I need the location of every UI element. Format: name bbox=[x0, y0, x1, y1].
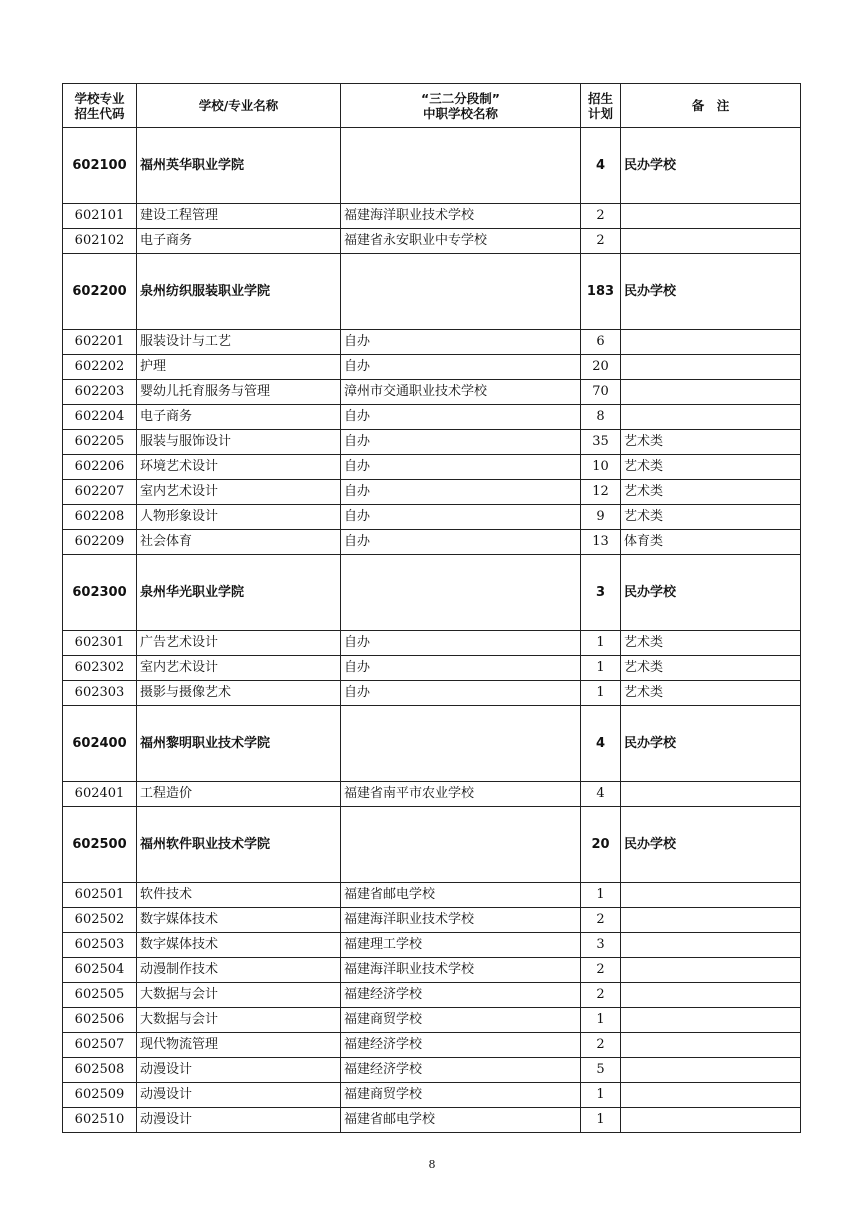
header-code-line2: 招生代码 bbox=[74, 105, 125, 121]
major-code: 602202 bbox=[63, 355, 137, 380]
major-note bbox=[621, 330, 801, 355]
major-code: 602302 bbox=[63, 656, 137, 681]
middle-school-name: 自办 bbox=[341, 455, 581, 480]
enrollment-plan: 1 bbox=[581, 1083, 621, 1108]
major-name: 婴幼儿托育服务与管理 bbox=[137, 380, 341, 405]
major-row bbox=[63, 355, 801, 380]
major-row bbox=[63, 1083, 801, 1108]
major-note bbox=[621, 1008, 801, 1033]
major-name: 室内艺术设计 bbox=[137, 480, 341, 505]
major-row bbox=[63, 229, 801, 254]
middle-school-name: 福建省南平市农业学校 bbox=[341, 782, 581, 807]
enrollment-plan: 5 bbox=[581, 1058, 621, 1083]
school-row bbox=[63, 555, 801, 631]
enrollment-plan: 2 bbox=[581, 983, 621, 1008]
major-row bbox=[63, 1033, 801, 1058]
major-code: 602203 bbox=[63, 380, 137, 405]
major-row bbox=[63, 530, 801, 555]
major-note: 艺术类 bbox=[621, 656, 801, 681]
major-note: 艺术类 bbox=[621, 480, 801, 505]
major-code: 602502 bbox=[63, 908, 137, 933]
school-row bbox=[63, 254, 801, 330]
major-row bbox=[63, 204, 801, 229]
major-note bbox=[621, 983, 801, 1008]
major-row bbox=[63, 480, 801, 505]
major-note: 艺术类 bbox=[621, 631, 801, 656]
school-code: 602400 bbox=[63, 706, 137, 782]
major-row bbox=[63, 455, 801, 480]
major-name: 大数据与会计 bbox=[137, 1008, 341, 1033]
major-row bbox=[63, 983, 801, 1008]
school-middle-empty bbox=[341, 555, 581, 631]
major-note bbox=[621, 883, 801, 908]
enrollment-plan: 4 bbox=[581, 782, 621, 807]
major-note bbox=[621, 1058, 801, 1083]
header-plan bbox=[581, 84, 621, 128]
table-header-row bbox=[63, 84, 801, 128]
major-row bbox=[63, 958, 801, 983]
major-name: 数字媒体技术 bbox=[137, 933, 341, 958]
middle-school-name: 自办 bbox=[341, 505, 581, 530]
major-name: 建设工程管理 bbox=[137, 204, 341, 229]
major-row bbox=[63, 1008, 801, 1033]
major-code: 602101 bbox=[63, 204, 137, 229]
major-name: 动漫设计 bbox=[137, 1108, 341, 1133]
major-note bbox=[621, 229, 801, 254]
major-name: 数字媒体技术 bbox=[137, 908, 341, 933]
major-row bbox=[63, 380, 801, 405]
major-name: 软件技术 bbox=[137, 883, 341, 908]
enrollment-plan: 1 bbox=[581, 631, 621, 656]
enrollment-plan: 2 bbox=[581, 204, 621, 229]
school-middle-empty bbox=[341, 706, 581, 782]
major-code: 602401 bbox=[63, 782, 137, 807]
school-plan: 4 bbox=[581, 706, 621, 782]
school-plan: 20 bbox=[581, 807, 621, 883]
major-row bbox=[63, 505, 801, 530]
major-name: 服装设计与工艺 bbox=[137, 330, 341, 355]
enrollment-plan: 9 bbox=[581, 505, 621, 530]
enrollment-plan: 2 bbox=[581, 229, 621, 254]
enrollment-table bbox=[62, 83, 801, 1133]
major-note bbox=[621, 958, 801, 983]
school-plan: 183 bbox=[581, 254, 621, 330]
major-name: 大数据与会计 bbox=[137, 983, 341, 1008]
school-note: 民办学校 bbox=[621, 254, 801, 330]
major-note bbox=[621, 1108, 801, 1133]
major-code: 602201 bbox=[63, 330, 137, 355]
major-row bbox=[63, 1058, 801, 1083]
enrollment-plan: 2 bbox=[581, 908, 621, 933]
major-name: 广告艺术设计 bbox=[137, 631, 341, 656]
major-note bbox=[621, 782, 801, 807]
major-row bbox=[63, 330, 801, 355]
middle-school-name: 漳州市交通职业技术学校 bbox=[341, 380, 581, 405]
enrollment-plan: 1 bbox=[581, 681, 621, 706]
major-note bbox=[621, 355, 801, 380]
enrollment-plan: 3 bbox=[581, 933, 621, 958]
major-name: 现代物流管理 bbox=[137, 1033, 341, 1058]
enrollment-plan: 1 bbox=[581, 883, 621, 908]
school-name: 福州英华职业学院 bbox=[137, 128, 341, 204]
header-plan-line2: 计划 bbox=[587, 105, 613, 121]
major-code: 602209 bbox=[63, 530, 137, 555]
middle-school-name: 福建经济学校 bbox=[341, 1033, 581, 1058]
major-code: 602102 bbox=[63, 229, 137, 254]
middle-school-name: 福建海洋职业技术学校 bbox=[341, 204, 581, 229]
middle-school-name: 福建省邮电学校 bbox=[341, 883, 581, 908]
middle-school-name: 福建经济学校 bbox=[341, 1058, 581, 1083]
enrollment-plan: 70 bbox=[581, 380, 621, 405]
major-name: 动漫设计 bbox=[137, 1058, 341, 1083]
school-row bbox=[63, 807, 801, 883]
middle-school-name: 福建海洋职业技术学校 bbox=[341, 958, 581, 983]
middle-school-name: 自办 bbox=[341, 530, 581, 555]
major-name: 社会体育 bbox=[137, 530, 341, 555]
major-note: 体育类 bbox=[621, 530, 801, 555]
school-note: 民办学校 bbox=[621, 555, 801, 631]
middle-school-name: 福建理工学校 bbox=[341, 933, 581, 958]
enrollment-plan: 1 bbox=[581, 1008, 621, 1033]
school-row bbox=[63, 706, 801, 782]
school-name: 泉州纺织服装职业学院 bbox=[137, 254, 341, 330]
major-note bbox=[621, 933, 801, 958]
major-row bbox=[63, 405, 801, 430]
major-note bbox=[621, 405, 801, 430]
middle-school-name: 自办 bbox=[341, 405, 581, 430]
enrollment-plan: 12 bbox=[581, 480, 621, 505]
school-middle-empty bbox=[341, 807, 581, 883]
major-note bbox=[621, 204, 801, 229]
major-code: 602504 bbox=[63, 958, 137, 983]
middle-school-name: 自办 bbox=[341, 681, 581, 706]
major-row bbox=[63, 681, 801, 706]
header-code-line1: 学校专业 bbox=[74, 90, 125, 106]
middle-school-name: 自办 bbox=[341, 631, 581, 656]
header-plan-line1: 招生 bbox=[587, 90, 613, 106]
enrollment-plan: 2 bbox=[581, 958, 621, 983]
major-name: 服装与服饰设计 bbox=[137, 430, 341, 455]
page-number: 8 bbox=[428, 1158, 436, 1171]
school-note: 民办学校 bbox=[621, 807, 801, 883]
major-code: 602206 bbox=[63, 455, 137, 480]
enrollment-plan: 1 bbox=[581, 1108, 621, 1133]
major-name: 室内艺术设计 bbox=[137, 656, 341, 681]
major-name: 摄影与摄像艺术 bbox=[137, 681, 341, 706]
enrollment-plan: 1 bbox=[581, 656, 621, 681]
major-code: 602303 bbox=[63, 681, 137, 706]
major-code: 602207 bbox=[63, 480, 137, 505]
major-note bbox=[621, 1033, 801, 1058]
middle-school-name: 福建商贸学校 bbox=[341, 1083, 581, 1108]
school-code: 602300 bbox=[63, 555, 137, 631]
major-note: 艺术类 bbox=[621, 430, 801, 455]
school-code: 602500 bbox=[63, 807, 137, 883]
middle-school-name: 自办 bbox=[341, 480, 581, 505]
enrollment-plan: 2 bbox=[581, 1033, 621, 1058]
middle-school-name: 福建海洋职业技术学校 bbox=[341, 908, 581, 933]
major-code: 602505 bbox=[63, 983, 137, 1008]
major-code: 602208 bbox=[63, 505, 137, 530]
major-name: 护理 bbox=[137, 355, 341, 380]
major-name: 动漫制作技术 bbox=[137, 958, 341, 983]
major-note: 艺术类 bbox=[621, 681, 801, 706]
major-note: 艺术类 bbox=[621, 455, 801, 480]
header-middle-line1: “三二分段制” bbox=[421, 90, 500, 106]
major-code: 602205 bbox=[63, 430, 137, 455]
enrollment-plan: 8 bbox=[581, 405, 621, 430]
school-middle-empty bbox=[341, 128, 581, 204]
major-name: 工程造价 bbox=[137, 782, 341, 807]
middle-school-name: 福建经济学校 bbox=[341, 983, 581, 1008]
major-code: 602510 bbox=[63, 1108, 137, 1133]
header-name: 学校/专业名称 bbox=[137, 84, 341, 128]
school-name: 泉州华光职业学院 bbox=[137, 555, 341, 631]
school-middle-empty bbox=[341, 254, 581, 330]
major-row bbox=[63, 1108, 801, 1133]
school-name: 福州软件职业技术学院 bbox=[137, 807, 341, 883]
school-note: 民办学校 bbox=[621, 128, 801, 204]
major-row bbox=[63, 430, 801, 455]
middle-school-name: 自办 bbox=[341, 430, 581, 455]
major-code: 602508 bbox=[63, 1058, 137, 1083]
major-code: 602509 bbox=[63, 1083, 137, 1108]
school-row bbox=[63, 128, 801, 204]
header-middle-school bbox=[341, 84, 581, 128]
enrollment-plan: 10 bbox=[581, 455, 621, 480]
major-row bbox=[63, 933, 801, 958]
header-code bbox=[63, 84, 137, 128]
enrollment-plan: 13 bbox=[581, 530, 621, 555]
major-name: 电子商务 bbox=[137, 229, 341, 254]
major-note bbox=[621, 1083, 801, 1108]
header-middle-line2: 中职学校名称 bbox=[422, 105, 498, 121]
table-body bbox=[63, 128, 801, 1133]
major-name: 动漫设计 bbox=[137, 1083, 341, 1108]
middle-school-name: 福建商贸学校 bbox=[341, 1008, 581, 1033]
major-code: 602506 bbox=[63, 1008, 137, 1033]
major-note bbox=[621, 380, 801, 405]
school-code: 602200 bbox=[63, 254, 137, 330]
major-name: 电子商务 bbox=[137, 405, 341, 430]
major-code: 602301 bbox=[63, 631, 137, 656]
school-plan: 3 bbox=[581, 555, 621, 631]
school-note: 民办学校 bbox=[621, 706, 801, 782]
major-code: 602503 bbox=[63, 933, 137, 958]
major-note bbox=[621, 908, 801, 933]
school-name: 福州黎明职业技术学院 bbox=[137, 706, 341, 782]
major-name: 人物形象设计 bbox=[137, 505, 341, 530]
major-row bbox=[63, 782, 801, 807]
major-row bbox=[63, 656, 801, 681]
middle-school-name: 自办 bbox=[341, 355, 581, 380]
major-row bbox=[63, 908, 801, 933]
major-code: 602501 bbox=[63, 883, 137, 908]
major-row bbox=[63, 883, 801, 908]
school-plan: 4 bbox=[581, 128, 621, 204]
major-name: 环境艺术设计 bbox=[137, 455, 341, 480]
major-note: 艺术类 bbox=[621, 505, 801, 530]
middle-school-name: 自办 bbox=[341, 330, 581, 355]
enrollment-plan: 6 bbox=[581, 330, 621, 355]
middle-school-name: 福建省永安职业中专学校 bbox=[341, 229, 581, 254]
major-code: 602204 bbox=[63, 405, 137, 430]
header-note: 备 注 bbox=[621, 84, 801, 128]
major-row bbox=[63, 631, 801, 656]
enrollment-plan: 35 bbox=[581, 430, 621, 455]
middle-school-name: 福建省邮电学校 bbox=[341, 1108, 581, 1133]
major-code: 602507 bbox=[63, 1033, 137, 1058]
school-code: 602100 bbox=[63, 128, 137, 204]
enrollment-plan: 20 bbox=[581, 355, 621, 380]
middle-school-name: 自办 bbox=[341, 656, 581, 681]
